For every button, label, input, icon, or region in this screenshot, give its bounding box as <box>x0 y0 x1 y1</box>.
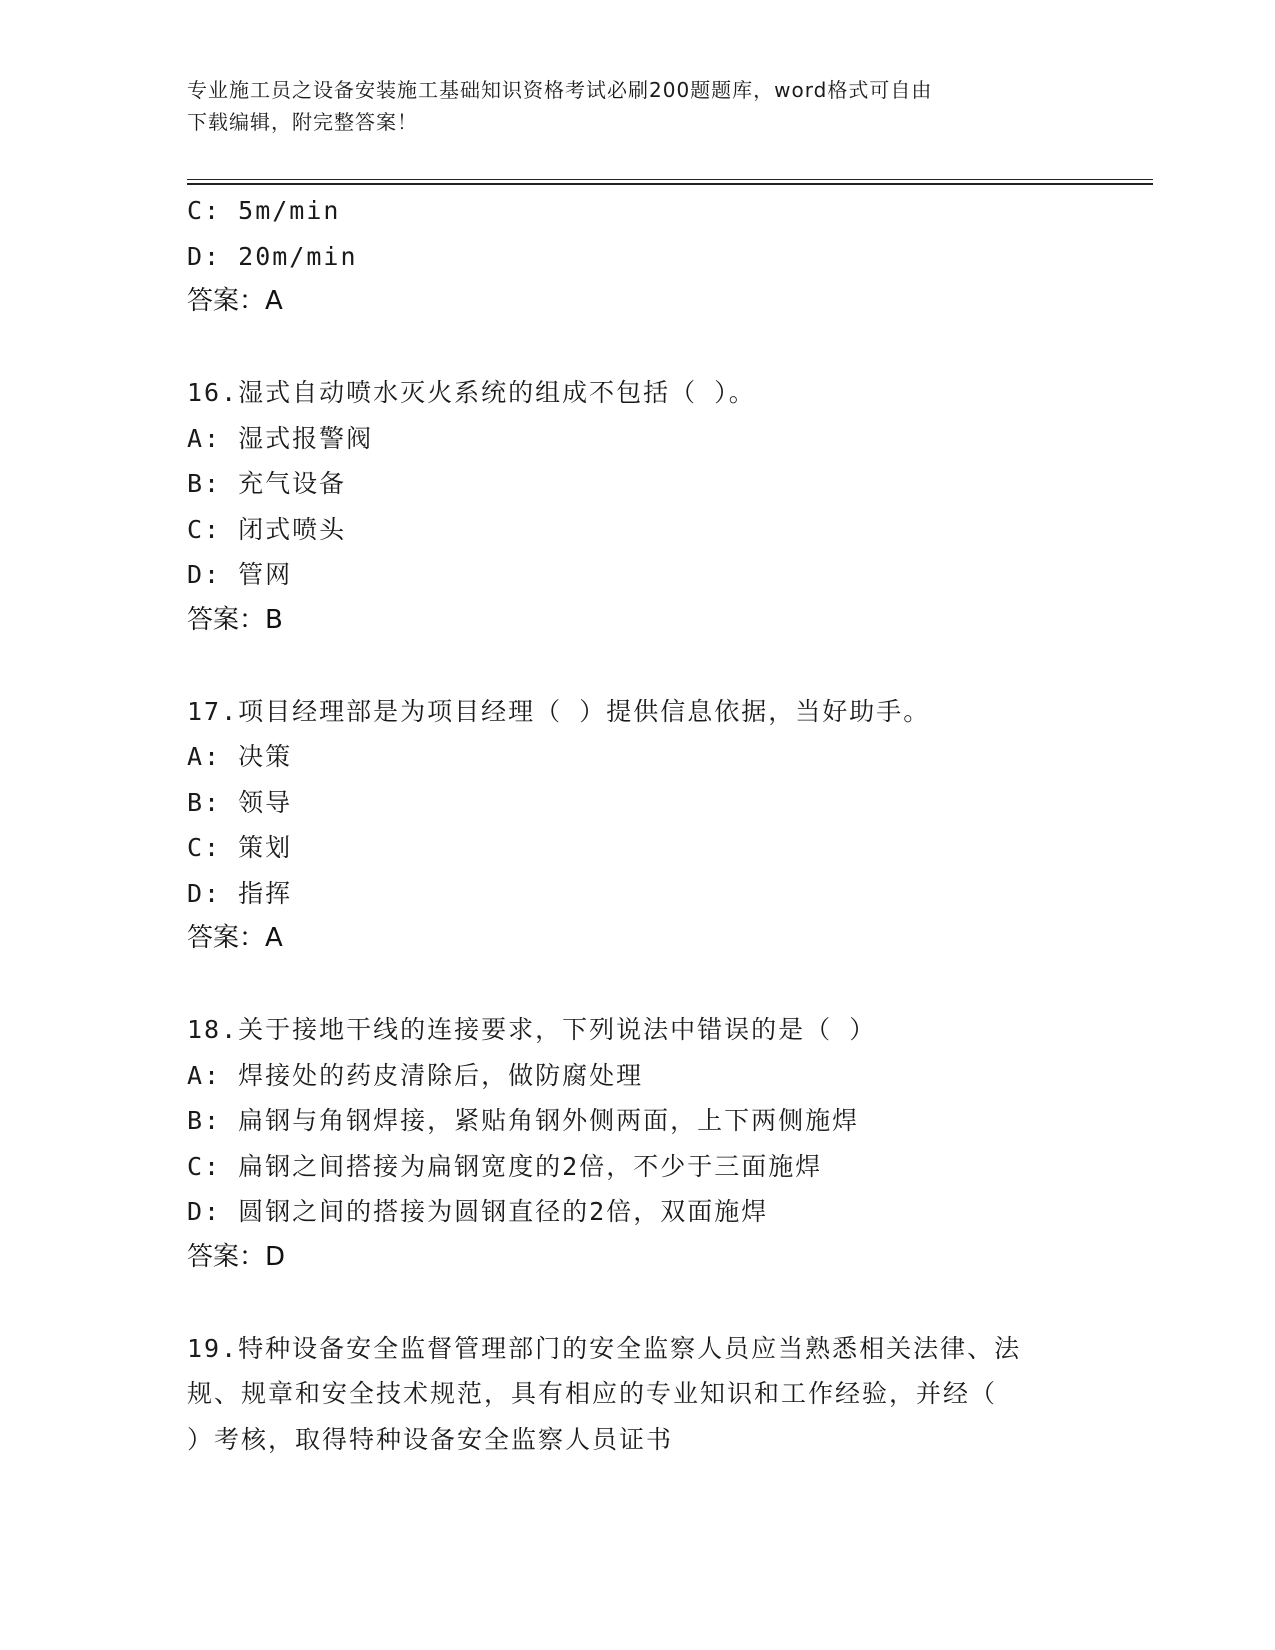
option-a: A: 焊接处的药皮清除后，做防腐处理 <box>187 1060 644 1090</box>
option-d: D: 指挥 <box>187 878 293 908</box>
option-a: A: 湿式报警阀 <box>187 423 374 453</box>
document-header <box>187 74 1067 138</box>
spacer <box>187 325 1087 371</box>
answer-line: 答案：A <box>187 286 283 316</box>
question-stem: 16.湿式自动喷水灭火系统的组成不包括（ ）。 <box>187 378 756 407</box>
option-d: D: 20m/min <box>187 241 358 271</box>
question-stem-line-3: ）考核，取得特种设备安全监察人员证书 <box>187 1424 674 1454</box>
spacer <box>187 962 1087 1008</box>
answer-line: 答案：B <box>187 604 283 635</box>
header-title-line-1: 专业施工员之设备安装施工基础知识资格考试必刷200题题库，word格式可自由 <box>187 78 933 102</box>
question-stem-line-2: 规、规章和安全技术规范，具有相应的专业知识和工作经验，并经（ <box>187 1379 998 1408</box>
option-d: D: 圆钢之间的搭接为圆钢直径的2倍，双面施焊 <box>187 1197 769 1226</box>
option-c: C: 扁钢之间搭接为扁钢宽度的2倍，不少于三面施焊 <box>187 1151 823 1181</box>
option-c: C: 闭式喷头 <box>187 514 347 544</box>
option-a: A: 决策 <box>187 742 293 771</box>
question-stem-line-1: 19.特种设备安全监督管理部门的安全监察人员应当熟悉相关法律、法 <box>187 1333 1022 1363</box>
question-list <box>187 188 1087 1462</box>
option-c: C: 5m/min <box>187 196 341 225</box>
question-stem: 17.项目经理部是为项目经理（ ）提供信息依据，当好助手。 <box>187 696 931 726</box>
question-stem: 18.关于接地干线的连接要求，下列说法中错误的是（ ） <box>187 1015 877 1044</box>
option-b: B: 扁钢与角钢焊接，紧贴角钢外侧两面，上下两侧施焊 <box>187 1106 860 1135</box>
spacer <box>187 643 1087 689</box>
header-title-line-2: 下载编辑，附完整答案！ <box>187 110 418 134</box>
spacer <box>187 1280 1087 1326</box>
answer-line: 答案：D <box>187 1241 286 1272</box>
answer-line: 答案：A <box>187 923 283 953</box>
option-b: B: 充气设备 <box>187 469 347 498</box>
header-divider-thin <box>187 179 1153 180</box>
header-divider-thick <box>187 183 1153 185</box>
option-c: C: 策划 <box>187 833 293 862</box>
option-d: D: 管网 <box>187 560 293 589</box>
option-b: B: 领导 <box>187 787 293 817</box>
